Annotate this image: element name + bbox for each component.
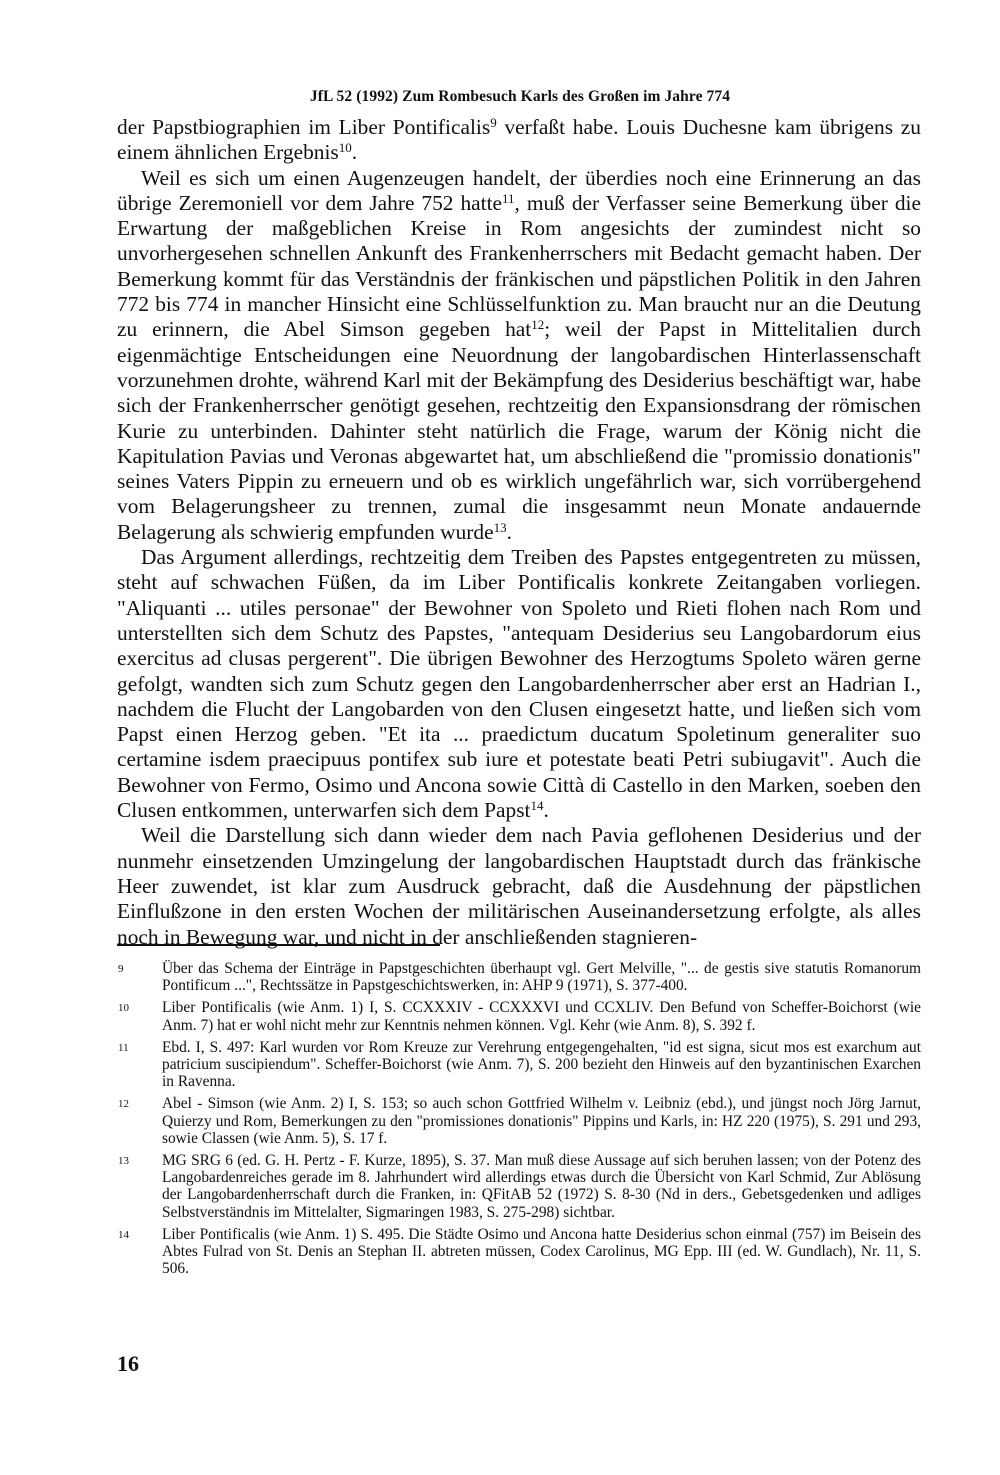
footnote-number: 9	[118, 963, 124, 975]
footnote-ref-14: 14	[530, 798, 544, 814]
footnote-ref-10: 10	[338, 140, 352, 156]
main-text	[117, 115, 921, 950]
footnote	[117, 1226, 921, 1278]
footnote-number: 10	[118, 1002, 129, 1015]
footnote-ref-9: 9	[490, 115, 497, 130]
footnotes	[117, 960, 921, 1282]
running-head: JfL 52 (1992) Zum Rombesuch Karls des Großen im Jahre 774	[309, 88, 731, 105]
footnote	[117, 1039, 921, 1091]
paragraph-2	[117, 166, 921, 545]
footnote	[117, 999, 921, 1033]
footnote-ref-12: 12	[531, 317, 545, 333]
footnote	[117, 960, 921, 994]
text-run: Weil es sich um einen Augenzeugen handelt, der überdies noch eine Erinnerung an das übrige Zeremoniell vor dem Jahre 752 hatte	[117, 165, 921, 215]
footnote-text: MG SRG 6 (ed. G. H. Pertz - F. Kurze, 1895), S. 37. Man muß diese Aussage auf sich beruhen lassen; von der Potenz des Langobardenreiches gerade im 8. Jahrhundert wird allerdings etwas durch die Übersicht von Karl Schmid, Zur Ablösung der Langobardenherrschaft durch die Franken, in: QFitAB 52 (1972) S. 8-30 (Nd in ders., Gebetsgedenken und adliges Selbstverständnis im Mittelalter, Sigmaringen 1983, S. 275-298) sichtbar.	[162, 1152, 921, 1221]
footnote-text: Über das Schema der Einträge in Papstgeschichten überhaupt vgl. Gert Melville, "... de gestis sive statutis Romanorum Pontificum ...", Rechtssätze in Papstgeschichtswerken, in: AHP 9 (1971), S. 377-400.	[162, 960, 921, 995]
footnote-number: 11	[118, 1041, 129, 1054]
text-run: Weil die Darstellung sich dann wieder dem nach Pavia geflohenen Desiderius und der nunmehr einsetzenden Umzingelung der langobardischen Hauptstadt durch das fränkische Heer zuwendet, ist klar zum Ausdruck gebracht, daß die Ausdehnung der päpstlichen Einflußzone in den ersten Wochen der militärischen Auseinandersetzung erfolgte, als alles noch in Bewegung war, und nicht in der anschließenden stagnieren-	[117, 823, 921, 949]
footnote	[117, 1095, 921, 1147]
text-run: Das Argument allerdings, rechtzeitig dem Treiben des Papstes entgegentreten zu müssen, steht auf schwachen Füßen, da im Liber Pontificalis konkrete Zeitangaben vorliegen. "Aliquanti ... utiles personae" der Bewohner von Spoleto und Rieti flohen nach Rom und unterstellten sich dem Schutz des Papstes, "antequam Desiderius seu Langobardorum eius exercitus ad clusas pergerent". Die übrigen Bewohner des Herzogtums Spoleto wären gerne gefolgt, wandten sich zum Schutz gegen den Langobardenherrscher aber erst an Hadrian I., nachdem die Flucht der Langobarden von den Clusen eingesetzt hatte, und ließen sich vom Papst einen Herzog geben. "Et ita ... praedictum ducatum Spoletinum generaliter suo certamine isdem praecipuus pontifex sub iure et potestate beati Petri subiugavit". Auch die Bewohner von Fermo, Osimo und Ancona sowie Città di Castello in den Marken, soeben den Clusen entkommen, unterwarfen sich dem Papst	[117, 545, 921, 823]
footnote-ref-11: 11	[502, 190, 515, 206]
text-run: der Papstbiographien im Liber Pontificalis	[117, 115, 491, 139]
text-run: .	[543, 798, 549, 823]
text-run: .	[351, 140, 358, 165]
paragraph-4	[117, 823, 921, 949]
text-run: .	[506, 519, 512, 544]
text-run: ; weil der Papst in Mittelitalien durch eigenmächtige Entscheidungen eine Neuordnung der langobardischen Hinterlassenschaft vorzunehmen drohte, während Karl mit der Bekämpfung des Desiderius beschäftigt war, habe sich der Frankenherrscher genötigt gesehen, rechtzeitig den Expansionsdrang der römischen Kurie zu unterbinden. Dahinter steht natürlich die Frage, warum der König nicht die Kapitulation Pavias und Veronas abgewartet hat, um abschließend die "promissio donationis" seines Vaters Pippin zu erneuern und ob es wirklich ungefährlich war, sich vorrübergehend vom Belagerungsheer zu trennen, zumal die insgesammt neun Monate andauernde Belagerung als schwierig empfunden wurde	[117, 317, 921, 544]
paragraph-3	[117, 545, 921, 823]
footnote-number: 14	[118, 1228, 129, 1241]
footnote-separator	[117, 944, 440, 946]
footnote-text: Abel - Simson (wie Anm. 2) I, S. 153; so auch schon Gottfried Wilhelm v. Leibniz (ebd.), und jüngst noch Jörg Jarnut, Quierzy und Rom, Bemerkungen zu den "promissiones donationis" Pippins und Karls, in: HZ 220 (1975), S. 291 und 293, sowie Classen (wie Anm. 5), S. 17 f.	[162, 1095, 921, 1147]
footnote-text: Ebd. I, S. 497: Karl wurden vor Rom Kreuze zur Verehrung entgegengehalten, "id est signa, sicut mos est exarchum aut patricium suscipiendum". Scheffer-Boichorst (wie Anm. 7), S. 200 bezieht den Hinweis auf den byzantinischen Exarchen in Ravenna.	[162, 1038, 921, 1091]
footnote-number: 13	[118, 1155, 129, 1168]
footnote-text: Liber Pontificalis (wie Anm. 1) S. 495. Die Städte Osimo und Ancona hatte Desiderius schon einmal (757) im Beisein des Abtes Fulrad von St. Denis an Stephan II. abtreten müssen, Codex Carolinus, MG Epp. III (ed. W. Gundlach), Nr. 11, S. 506.	[162, 1225, 921, 1278]
page-number: 16	[117, 1351, 139, 1376]
footnote-ref-13: 13	[493, 519, 507, 535]
footnote	[117, 1152, 921, 1221]
footnote-text: Liber Pontificalis (wie Anm. 1) I, S. CCXXXIV - CCXXXVI und CCXLIV. Den Befund von Scheffer-Boichorst (wie Anm. 7) hat er wohl nicht mehr zur Kenntnis nehmen können. Vgl. Kehr (wie Anm. 8), S. 392 f.	[162, 999, 921, 1034]
text-run: , muß der Verfasser seine Bemerkung über die Erwartung der maßgeblichen Kreise in Rom angesichts der zumindest nicht so unvorhergesehen schnellen Ankunft des Frankenherrschers mit Bedacht gemacht haben. Der Bemerkung kommt für das Verständnis der fränkischen und päpstlichen Politik in den Jahren 772 bis 774 in mancher Hinsicht eine Schlüsselfunktion zu. Man braucht nur an die Deutung zu erinnern, die Abel Simson gegeben hat	[117, 190, 921, 342]
footnote-number: 12	[118, 1098, 129, 1111]
paragraph-1	[117, 115, 921, 166]
text-run: verfaßt habe. Louis Duchesne kam übrigens zu einem ähnlichen Ergebnis	[117, 115, 921, 165]
